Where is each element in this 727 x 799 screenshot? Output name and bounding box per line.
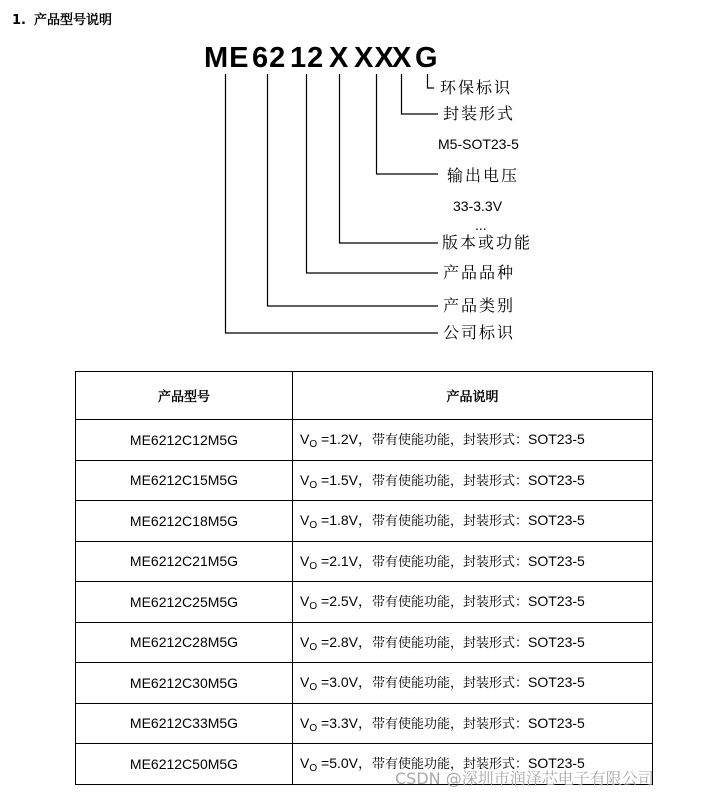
feature-text: 带有使能功能，封装形式：	[372, 716, 529, 732]
label-voltage-example: 33-3.3V	[453, 198, 503, 214]
connector-env	[428, 74, 435, 88]
voltage-symbol: V	[300, 593, 310, 610]
code-part-package: X	[392, 42, 413, 74]
package-value: SOT23-5	[528, 552, 585, 569]
voltage-value: =1.8V，	[317, 512, 372, 529]
model-cell: ME6212C50M5G	[76, 744, 293, 785]
package-value: SOT23-5	[528, 674, 585, 691]
package-value: SOT23-5	[528, 633, 585, 650]
description-cell	[293, 541, 653, 582]
code-part-category: 62	[252, 42, 287, 74]
section-title: 产品型号说明	[34, 13, 113, 28]
connector-version	[340, 74, 439, 243]
description-cell	[293, 622, 653, 663]
label-ellipsis: ...	[475, 217, 487, 233]
voltage-symbol: V	[300, 633, 310, 650]
voltage-subscript: O	[309, 682, 318, 694]
code-part-env: G	[415, 42, 439, 74]
voltage-subscript: O	[309, 722, 318, 734]
feature-text: 带有使能功能，封装形式：	[372, 595, 529, 611]
code-part-version: X	[329, 42, 350, 74]
voltage-value: =2.5V，	[317, 593, 372, 610]
voltage-value: =5.0V，	[317, 755, 372, 772]
section-number: 1.	[12, 13, 26, 28]
feature-text: 带有使能功能，封装形式：	[372, 433, 529, 449]
label-category: 产品类别	[443, 296, 516, 315]
label-package-example: M5-SOT23-5	[438, 136, 519, 152]
description-cell	[293, 460, 653, 501]
voltage-subscript: O	[309, 520, 318, 532]
code-part-voltage: XX	[354, 42, 395, 74]
feature-text: 带有使能功能，封装形式：	[372, 554, 529, 570]
table-row	[76, 582, 653, 623]
voltage-subscript: O	[309, 479, 318, 491]
model-cell: ME6212C12M5G	[76, 420, 293, 461]
voltage-symbol: V	[300, 512, 310, 529]
label-env: 环保标识	[440, 78, 513, 97]
table-body	[76, 420, 653, 785]
feature-text: 带有使能功能，封装形式：	[372, 473, 529, 489]
voltage-subscript: O	[309, 560, 318, 572]
connector-package	[402, 74, 439, 114]
watermark: CSDN @深圳市润泽芯电子有限公司	[395, 769, 654, 788]
feature-text: 带有使能功能，封装形式：	[372, 757, 529, 773]
code-connector-lines	[0, 0, 727, 360]
label-package: 封装形式	[443, 104, 516, 123]
voltage-value: =2.8V，	[317, 633, 372, 650]
voltage-symbol: V	[300, 471, 310, 488]
table-row	[76, 501, 653, 542]
feature-text: 带有使能功能，封装形式：	[372, 635, 529, 651]
voltage-value: =3.0V，	[317, 674, 372, 691]
table-header-row	[76, 372, 653, 420]
header-description: 产品说明	[293, 372, 653, 420]
table-row	[76, 622, 653, 663]
model-cell: ME6212C30M5G	[76, 663, 293, 704]
voltage-subscript: O	[309, 763, 318, 775]
voltage-value: =2.1V，	[317, 552, 372, 569]
table-row	[76, 541, 653, 582]
label-company: 公司标识	[443, 323, 516, 342]
connector-category	[268, 74, 439, 306]
voltage-subscript: O	[309, 641, 318, 653]
voltage-value: =1.2V，	[317, 431, 372, 448]
table-row	[76, 460, 653, 501]
model-cell: ME6212C15M5G	[76, 460, 293, 501]
connector-company	[226, 74, 439, 333]
package-value: SOT23-5	[528, 431, 585, 448]
model-cell: ME6212C18M5G	[76, 501, 293, 542]
model-cell: ME6212C28M5G	[76, 622, 293, 663]
description-cell	[293, 703, 653, 744]
label-variety: 产品品种	[443, 263, 516, 282]
table-row	[76, 703, 653, 744]
model-cell: ME6212C33M5G	[76, 703, 293, 744]
voltage-value: =1.5V，	[317, 471, 372, 488]
voltage-subscript: O	[309, 439, 318, 451]
header-model: 产品型号	[76, 372, 293, 420]
model-cell: ME6212C25M5G	[76, 582, 293, 623]
label-voltage: 输出电压	[447, 166, 520, 185]
voltage-symbol: V	[300, 552, 310, 569]
connector-voltage	[377, 74, 439, 174]
model-cell: ME6212C21M5G	[76, 541, 293, 582]
package-value: SOT23-5	[528, 512, 585, 529]
voltage-value: =3.3V，	[317, 714, 372, 731]
table-row	[76, 663, 653, 704]
package-value: SOT23-5	[528, 755, 585, 772]
package-value: SOT23-5	[528, 714, 585, 731]
feature-text: 带有使能功能，封装形式：	[372, 514, 529, 530]
package-value: SOT23-5	[528, 471, 585, 488]
package-value: SOT23-5	[528, 593, 585, 610]
description-cell	[293, 582, 653, 623]
table-row	[76, 420, 653, 461]
voltage-symbol: V	[300, 674, 310, 691]
label-version: 版本或功能	[442, 233, 533, 252]
description-cell	[293, 501, 653, 542]
feature-text: 带有使能功能，封装形式：	[372, 676, 529, 692]
voltage-symbol: V	[300, 714, 310, 731]
voltage-subscript: O	[309, 601, 318, 613]
code-part-variety: 12	[290, 42, 325, 74]
model-table	[75, 371, 653, 785]
voltage-symbol: V	[300, 431, 310, 448]
code-part-company: ME	[204, 42, 250, 74]
description-cell	[293, 420, 653, 461]
description-cell	[293, 663, 653, 704]
voltage-symbol: V	[300, 755, 310, 772]
